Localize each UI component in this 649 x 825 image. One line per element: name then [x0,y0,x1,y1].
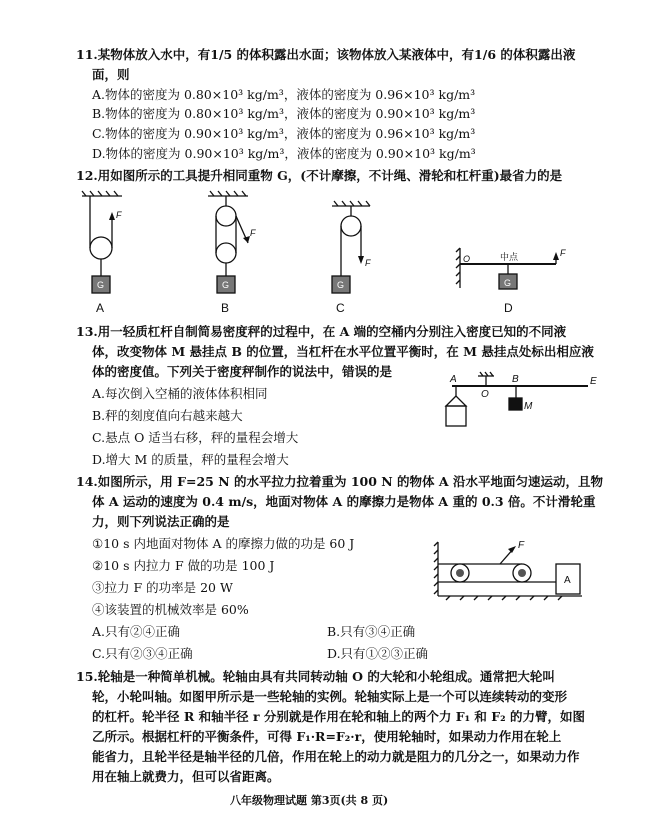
q13-option-b: B.秤的刻度值向右越来越大 [92,408,243,423]
q14-option-d: D.只有①②③正确 [327,646,429,661]
q11-stem-line1: 11.某物体放入水中，有1/5 的体积露出水面；该物体放入某液体中，有1/6 的体积露出液 [76,47,576,62]
q14-label-a: A [564,575,571,586]
q13-label-o: O [481,389,489,400]
q15-line3: 的杠杆。轮半径 R 和轴半径 r 分别就是作用在轮和轴上的两个力 F₁ 和 F₂ 的力臂，如图 [92,709,585,724]
q14-figure [432,534,592,604]
q14-option-a: A.只有②④正确 [92,624,181,639]
q15-line6: 用在轴上就费力，但可以省距离。 [92,769,280,784]
q12-label-f-b: F [250,228,256,238]
q12-stem: 12.用如图所示的工具提升相同重物 G，(不计摩擦，不计绳、滑轮和杠杆重)最省力的是 [76,168,563,183]
q12-figure [60,188,580,320]
q11-option-b: B.物体的密度为 0.80×10³ kg/m³，液体的密度为 0.90×10³ kg/m³ [92,106,476,121]
q13-stem-line3: 体的密度值。下列关于密度秤制作的说法中，错误的是 [92,364,393,379]
q12-label-f-c: F [365,258,371,268]
q12-label-g-d: G [504,278,512,288]
q15-line2: 轮，小轮叫轴。如图甲所示是一些轮轴的实例。轮轴实际上是一个可以连续转动的变形 [92,689,568,704]
q12-figure-label-a: A [96,301,105,315]
q13-label-b: B [512,374,519,385]
q12-label-o: O [463,254,471,264]
q14-stem-line1: 14.如图所示，用 F=25 N 的水平拉力拉着重为 100 N 的物体 A 沿水平地面匀速运动，且物 [76,474,603,489]
q15-line1: 15.轮轴是一种简单机械。轮轴由具有共同转动轴 O 的大轮和小轮组成。通常把大轮叫 [76,669,555,684]
q12-label-f-d: F [560,248,566,258]
q12-figure-label-b: B [221,301,230,315]
q14-stem-line3: 力，则下列说法正确的是 [92,514,230,529]
q12-figure-label-c: C [336,301,345,315]
q14-stem-line2: 体 A 运动的速度为 0.4 m/s，地面对物体 A 的摩擦力是物体 A 重的 0.3 倍。不计滑轮重 [92,494,596,509]
q12-label-g-b: G [222,280,230,290]
q14-statement-2: ②10 s 内拉力 F 做的功是 100 J [92,558,275,573]
q13-stem-line2: 体，改变物体 M 悬挂点 B 的位置，当杠杆在水平位置平衡时，在 M 悬挂点处标出相应液 [92,344,594,359]
q11-option-d: D.物体的密度为 0.90×10³ kg/m³，液体的密度为 0.90×10³ kg/m³ [92,146,476,161]
q14-option-b: B.只有③④正确 [327,624,416,639]
q11-option-a: A.物体的密度为 0.80×10³ kg/m³，液体的密度为 0.96×10³ kg/m³ [92,87,476,102]
q14-label-f: F [518,540,525,551]
q15-line4: 乙所示。根据杠杆的平衡条件，可得 F₁·R=F₂·r，使用轮轴时，如果动力作用在轮上 [92,729,562,744]
q12-figure-label-d: D [504,301,513,315]
q13-option-c: C.悬点 O 适当右移，秤的量程会增大 [92,430,299,445]
q13-figure [438,364,598,444]
q13-option-a: A.每次倒入空桶的液体体积相同 [92,386,268,401]
q13-label-m: M [524,401,533,412]
q12-label-midpoint: 中点 [500,252,519,262]
q13-label-a: A [450,374,457,385]
page-footer: 八年级物理试题 第3页(共 8 页) [230,794,389,807]
q14-option-c: C.只有②③④正确 [92,646,193,661]
q12-label-g-c: G [337,280,345,290]
q12-label-f-a: F [116,210,122,220]
q14-statement-1: ①10 s 内地面对物体 A 的摩擦力做的功是 60 J [92,536,355,551]
q13-option-d: D.增大 M 的质量，秤的量程会增大 [92,452,289,467]
q13-stem-line1: 13.用一轻质杠杆自制简易密度秤的过程中，在 A 端的空桶内分别注入密度已知的不同液 [76,324,567,339]
q11-stem-line2: 面，则 [92,67,130,82]
q14-statement-4: ④该装置的机械效率是 60% [92,602,249,617]
q13-label-e: E [590,376,597,387]
q15-line5: 能省力，且轮半径是轴半径的几倍，作用在轮上的动力就是阻力的几分之一，如果动力作 [92,749,580,764]
q14-statement-3: ③拉力 F 的功率是 20 W [92,580,233,595]
q12-label-g-a: G [97,280,105,290]
q11-option-c: C.物体的密度为 0.90×10³ kg/m³，液体的密度为 0.96×10³ kg/m³ [92,126,476,141]
